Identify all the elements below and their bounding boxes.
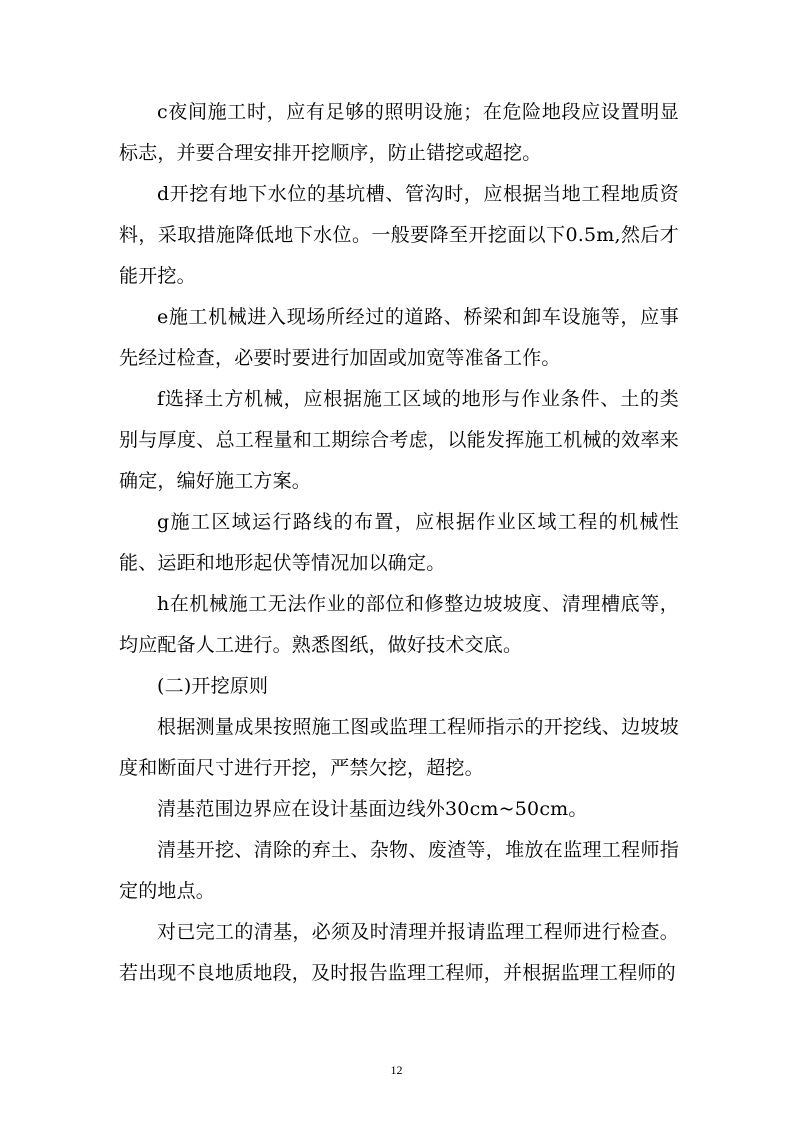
paragraph-clearing-boundary: 清基范围边界应在设计基面边线外30cm~50cm。 [157, 798, 588, 820]
paragraph-spoil-disposal: 清基开挖、清除的弃土、杂物、废渣等，堆放在监理工程师指定的地点。 [119, 839, 679, 902]
paragraph-c-night-construction: c夜间施工时，应有足够的照明设施；在危险地段应设置明显标志，并要合理安排开挖顺序，防止错挖或超挖。 [119, 101, 679, 164]
paragraph-e-machinery-access: e施工机械进入现场所经过的道路、桥梁和卸车设施等，应事先经过检查，必要时要进行加固或加宽等准备工作。 [119, 306, 679, 369]
paragraph-inspection: 对已完工的清基，必须及时清理并报请监理工程师进行检查。若出现不良地质地段，及时报告监理工程师，并根据监理工程师的 [119, 921, 679, 984]
paragraph-h-manual-work: h在机械施工无法作业的部位和修整边坡坡度、清理槽底等，均应配备人工进行。熟悉图纸，做好技术交底。 [119, 593, 679, 656]
paragraph-g-route-layout: g施工区域运行路线的布置，应根据作业区域工程的机械性能、运距和地形起伏等情况加以确定。 [119, 511, 679, 574]
section-heading-excavation-principles: (二)开挖原则 [157, 675, 269, 697]
page-number: 12 [390, 1063, 403, 1077]
paragraph-f-earthwork-machinery: f选择土方机械，应根据施工区域的地形与作业条件、土的类别与厚度、总工程量和工期综合考虑，以能发挥施工机械的效率来确定，编好施工方案。 [119, 388, 679, 492]
paragraph-excavation-lines: 根据测量成果按照施工图或监理工程师指示的开挖线、边坡坡度和断面尺寸进行开挖，严禁欠挖，超挖。 [119, 716, 679, 779]
document-body [119, 92, 679, 994]
paragraph-d-groundwater: d开挖有地下水位的基坑槽、管沟时，应根据当地工程地质资料，采取措施降低地下水位。一般要降至开挖面以下0.5m,然后才能开挖。 [119, 183, 679, 287]
